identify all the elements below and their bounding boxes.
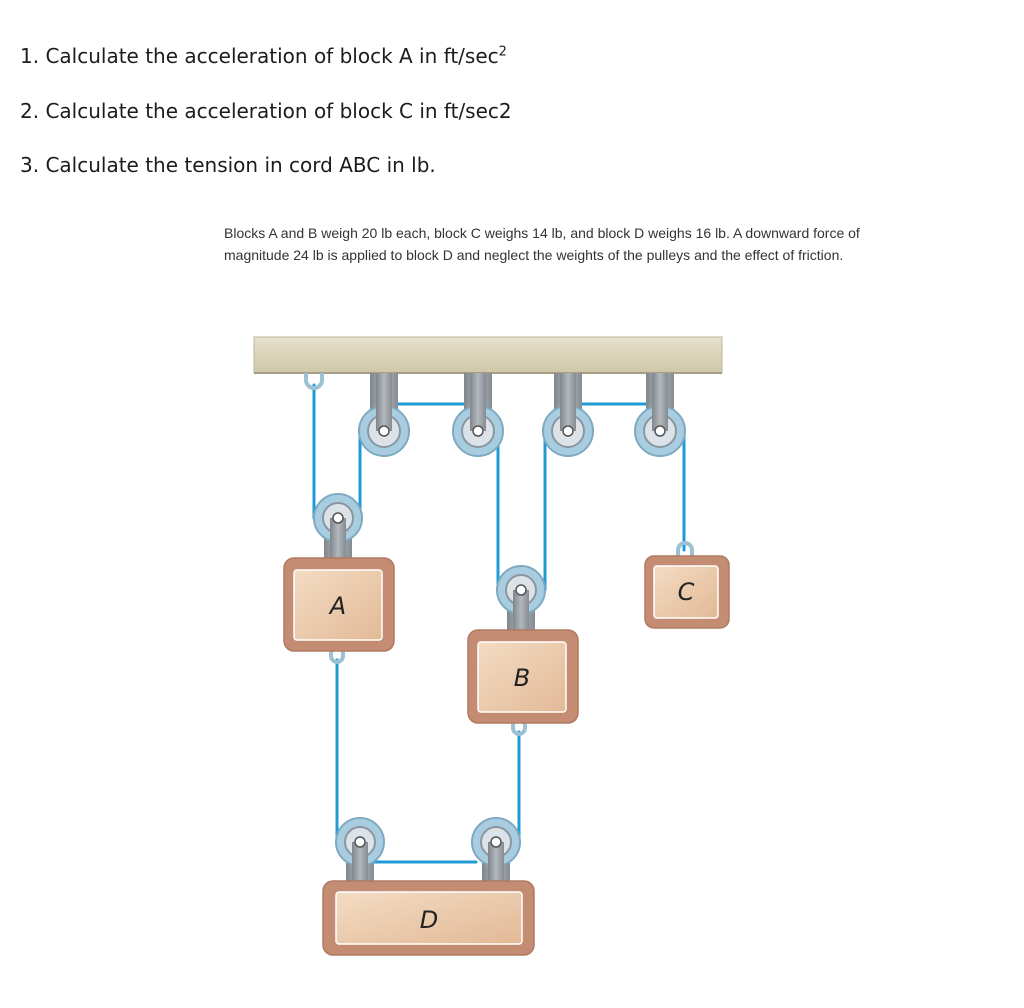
problem-description: Blocks A and B weigh 20 lb each, block C weighs 14 lb, and block D weighs 16 lb. A downward force of magnitude 24 lb is applied to block D and neglect the weights of the pulleys and the effect of friction. [224, 225, 860, 263]
question-3: 3. Calculate the tension in cord ABC in lb. [20, 153, 436, 177]
pulley-on-block-b [497, 566, 545, 634]
question-1-text: 1. Calculate the acceleration of block A in ft/sec [20, 44, 499, 68]
ceiling-pulley-3 [543, 373, 593, 456]
block-d [323, 881, 534, 955]
block-a [284, 558, 394, 651]
question-1-superscript: 2 [498, 44, 507, 60]
ceiling-pulley-2 [453, 373, 503, 456]
ceiling [254, 337, 722, 373]
block-b-label: B [513, 664, 531, 692]
block-d-label: D [419, 906, 439, 934]
block-a-label: A [329, 592, 347, 620]
pulley-on-block-d-right [472, 818, 520, 886]
block-b [468, 630, 578, 723]
pulley-on-block-d-left [336, 818, 384, 886]
block-c-label: C [677, 578, 695, 606]
block-c [645, 556, 729, 628]
ceiling-pulley-4 [635, 373, 685, 456]
question-2: 2. Calculate the acceleration of block C in ft/sec2 [20, 99, 512, 123]
ceiling-pulley-1 [359, 373, 409, 456]
ceiling-pulleys [359, 373, 685, 456]
pulley-on-block-a [314, 494, 362, 562]
